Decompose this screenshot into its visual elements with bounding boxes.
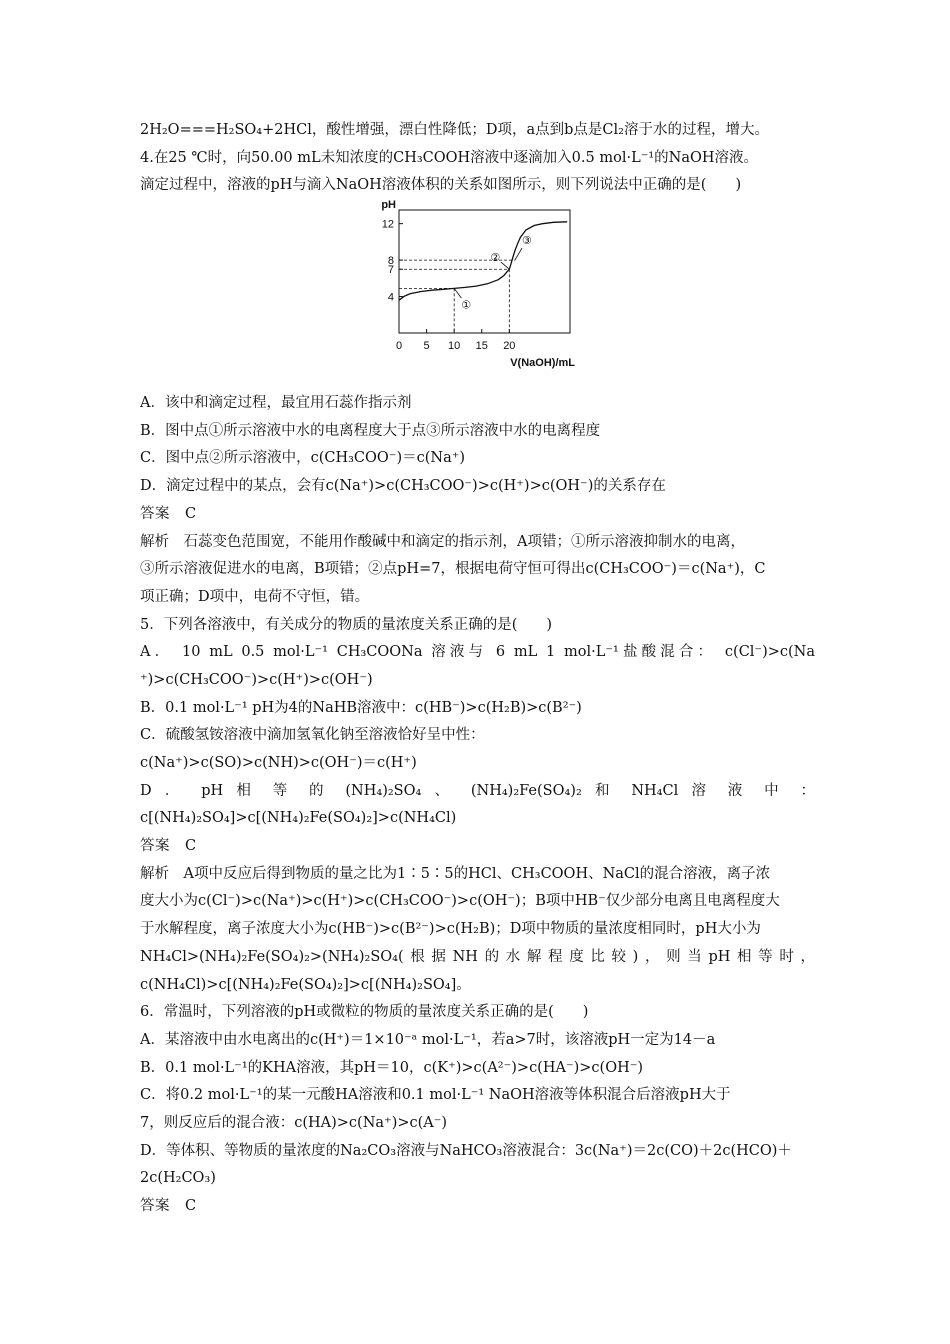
- q5-analysis-line-2: 度大小为c(Cl⁻)>c(Na⁺)>c(H⁺)>c(CH₃COO⁻)>c(OH⁻)；B项中HB⁻仅少部分电离且电离程度大: [140, 893, 780, 910]
- q4-option-c: C．图中点②所示溶液中，c(CH₃COO⁻)＝c(Na⁺): [140, 450, 466, 467]
- y-tick-label-8: 8: [387, 255, 394, 268]
- x-tick-label-5: 5: [423, 340, 430, 353]
- q5-option-b: B．0.1 mol·L⁻¹ pH为4的NaHB溶液中：c(HB⁻)>c(H₂B)>c(B²⁻): [140, 699, 582, 716]
- q5-option-a: A． 10 mL 0.5 mol·L⁻¹ CH₃COONa 溶液与 6 mL 1 mol·L⁻¹盐酸混合： c(Cl⁻)>c(Na: [140, 644, 815, 661]
- q4-analysis-line-2: ③所示溶液促进水的电离，B项错；②点pH=7，根据电荷守恒可得出c(CH₃COO⁻)＝c(Na⁺)，C: [140, 561, 766, 578]
- q6-option-c-cont: 7，则反应后的混合液：c(HA)>c(Na⁺)>c(A⁻): [140, 1114, 448, 1131]
- q5-option-c-cont: c(Na⁺)>c(SO)>c(NH)>c(OH⁻)＝c(H⁺): [140, 755, 417, 771]
- y-tick-label-7: 7: [387, 264, 394, 277]
- q5-option-d-cont: c[(NH₄)₂SO₄]>c[(NH₄)₂Fe(SO₄)₂]>c(NH₄Cl): [140, 810, 457, 827]
- q4-stem-line-2: 滴定过程中，溶液的pH与滴入NaOH溶液体积的关系如图所示，则下列说法中正确的是( ): [140, 177, 742, 194]
- y-axis-label: pH: [381, 200, 396, 212]
- point-1-label: ①: [461, 299, 472, 312]
- q5-analysis-line-1: 解析 A项中反应后得到物质的量之比为1∶5∶5的HCl、CH₃COOH、NaCl的混合溶液，离子浓: [140, 865, 771, 882]
- q4-option-a: A．该中和滴定过程，最宜用石蕊作指示剂: [140, 395, 412, 412]
- titration-chart-svg: [375, 200, 575, 390]
- q5-analysis-line-3: 于水解程度，离子浓度大小为c(HB⁻)>c(B²⁻)>c(H₂B)；D项中物质的量浓度相同时，pH大小为: [140, 921, 761, 938]
- point-2-label: ②: [490, 252, 501, 265]
- q6-stem: 6．常温时，下列溶液的pH或微粒的物质的量浓度关系正确的是( ): [140, 1004, 589, 1021]
- point-1-leader: [454, 288, 461, 298]
- q5-stem: 5．下列各溶液中，有关成分的物质的量浓度关系正确的是( ): [140, 616, 553, 633]
- y-tick-label-12: 12: [381, 218, 394, 231]
- q5-option-c: C．硫酸氢铵溶液中滴加氢氧化钠至溶液恰好呈中性：: [140, 727, 485, 744]
- x-axis-label: V(NaOH)/mL: [510, 357, 575, 370]
- q4-option-d: D．滴定过程中的某点，会有c(Na⁺)>c(CH₃COO⁻)>c(H⁺)>c(OH⁻)的关系存在: [140, 478, 666, 495]
- titration-chart: [140, 200, 815, 390]
- x-tick-label-10: 10: [448, 340, 461, 353]
- x-tick-label-20: 20: [503, 340, 516, 353]
- q6-option-b: B．0.1 mol·L⁻¹的KHA溶液，其pH＝10，c(K⁺)>c(A²⁻)>c(HA⁻)>c(OH⁻): [140, 1059, 644, 1076]
- plot-frame: [399, 210, 570, 333]
- q6-option-d: D．等体积、等物质的量浓度的Na₂CO₃溶液与NaHCO₃溶液混合：3c(Na⁺)＝2c(CO)＋2c(HCO)＋: [140, 1142, 792, 1159]
- q4-option-b: B．图中点①所示溶液中水的电离程度大于点③所示溶液中水的电离程度: [140, 422, 601, 439]
- q5-option-a-cont: ⁺)>c(CH₃COO⁻)>c(H⁺)>c(OH⁻): [140, 671, 373, 688]
- q4-stem-line-1: 4.在25 ℃时，向50.00 mL未知浓度的CH₃COOH溶液中逐滴加入0.5 mol·L⁻¹的NaOH溶液。: [140, 149, 759, 166]
- q5-option-d: D ． pH 相 等 的 (NH₄)₂SO₄ 、 (NH₄)₂Fe(SO₄)₂ 和 NH₄Cl 溶 液 中 ：: [140, 782, 815, 799]
- q4-analysis-line-3: 项正确；D项中，电荷不守恒，错。: [140, 588, 370, 605]
- q4-analysis-line-1: 解析 石蕊变色范围宽，不能用作酸碱中和滴定的指示剂，A项错；①所示溶液抑制水的电离，: [140, 533, 745, 550]
- top-line: 2H₂O===H₂SO₄+2HCl，酸性增强，漂白性降低；D项，a点到b点是Cl₂溶于水的过程，增大。: [140, 122, 769, 138]
- document-page: [140, 117, 815, 1221]
- point-3-label: ③: [521, 235, 532, 248]
- point-3-leader: [515, 248, 522, 260]
- q5-analysis-line-4: NH₄Cl>(NH₄)₂Fe(SO₄)₂>(NH₄)₂SO₄(根据NH的水解程度比较)，则当pH相等时，: [140, 948, 815, 965]
- q5-answer: 答案 C: [140, 838, 197, 855]
- q6-option-c: C．将0.2 mol·L⁻¹的某一元酸HA溶液和0.1 mol·L⁻¹ NaOH溶液等体积混合后溶液pH大于: [140, 1087, 731, 1104]
- q4-answer: 答案 C: [140, 505, 197, 522]
- y-tick-label-4: 4: [387, 291, 394, 304]
- q6-answer: 答案 C: [140, 1198, 197, 1214]
- x-tick-label-15: 15: [475, 340, 488, 353]
- q5-analysis-line-5: c(NH₄Cl)>c[(NH₄)₂Fe(SO₄)₂]>c[(NH₄)₂SO₄]。: [140, 976, 471, 993]
- x-tick-label-0: 0: [395, 340, 403, 353]
- q6-option-d-cont: 2c(H₂CO₃): [140, 1170, 216, 1187]
- point-2-leader: [501, 262, 509, 269]
- q6-option-a: A．某溶液中由水电离出的c(H⁺)＝1×10⁻ᵃ mol·L⁻¹，若a>7时，该溶液pH一定为14－a: [140, 1031, 716, 1048]
